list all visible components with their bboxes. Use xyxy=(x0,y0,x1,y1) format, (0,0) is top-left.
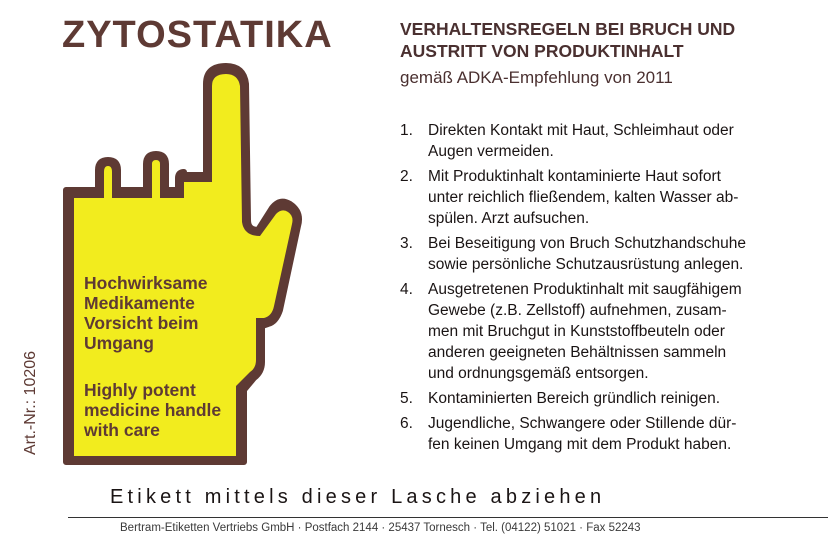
rule-line: Bei Beseitigung von Bruch Schutzhandschuhe xyxy=(428,235,746,252)
rule-item xyxy=(400,166,800,229)
english-warning-line: with care xyxy=(84,420,160,440)
rule-line: unter reichlich fließendem, kalten Wasser ab- xyxy=(428,189,739,206)
rule-item xyxy=(400,388,800,409)
rule-number: 2. xyxy=(400,168,413,185)
rule-item xyxy=(400,279,800,384)
rule-line: fen keinen Umgang mit dem Produkt haben. xyxy=(428,436,732,453)
rule-line: Mit Produktinhalt kontaminierte Haut sofort xyxy=(428,168,721,185)
rule-text xyxy=(428,166,800,229)
heading-line: VERHALTENSREGELN BEI BRUCH UND xyxy=(400,19,736,39)
rule-text xyxy=(428,279,800,384)
rule-line: Gewebe (z.B. Zellstoff) aufnehmen, zusam- xyxy=(428,302,727,319)
english-warning xyxy=(84,380,221,440)
rule-text xyxy=(428,233,800,275)
rule-number: 1. xyxy=(400,122,413,139)
english-warning-line: medicine handle xyxy=(84,400,222,420)
rule-item xyxy=(400,413,800,455)
rule-text xyxy=(428,388,800,409)
rule-line: Direkten Kontakt mit Haut, Schleimhaut oder xyxy=(428,122,734,139)
rules-list xyxy=(400,120,800,459)
instructions-header xyxy=(400,18,800,88)
rule-line: und ordnungsgemäß entsorgen. xyxy=(428,365,649,382)
rule-number: 4. xyxy=(400,281,413,298)
rule-line: spülen. Arzt aufsuchen. xyxy=(428,210,590,227)
rule-number: 5. xyxy=(400,390,413,407)
tab-divider xyxy=(68,517,828,518)
rule-text xyxy=(428,413,800,455)
german-warning-line: Vorsicht beim xyxy=(84,313,199,333)
german-warning-line: Hochwirksame xyxy=(84,273,208,293)
peel-tab-instruction[interactable]: Etikett mittels dieser Lasche abziehen xyxy=(110,486,606,508)
rule-line: men mit Bruchgut in Kunststoffbeuteln oder xyxy=(428,323,725,340)
company-footer: Bertram-Etiketten Vertriebs GmbH · Postfach 2144 · 25437 Tornesch · Tel. (04122) 51021 · Fax 52243 xyxy=(120,522,641,534)
english-warning-line: Highly potent xyxy=(84,380,196,400)
rule-number: 6. xyxy=(400,415,413,432)
rule-number: 3. xyxy=(400,235,413,252)
rule-line: sowie persönliche Schutzausrüstung anlegen. xyxy=(428,256,744,273)
german-warning-line: Medikamente xyxy=(84,293,195,313)
rule-line: anderen geeigneten Behältnissen sammeln xyxy=(428,344,727,361)
instructions-subheading: gemäß ADKA-Empfehlung von 2011 xyxy=(400,68,673,87)
rule-line: Augen vermeiden. xyxy=(428,143,554,160)
rule-item xyxy=(400,120,800,162)
instructions-heading xyxy=(400,18,800,62)
rule-item xyxy=(400,233,800,275)
brand-title: ZYTOSTATIKA xyxy=(62,14,333,56)
rule-line: Jugendliche, Schwangere oder Stillende dür- xyxy=(428,415,737,432)
german-warning-line: Umgang xyxy=(84,333,154,353)
german-warning xyxy=(84,273,208,353)
heading-line: AUSTRITT VON PRODUKTINHALT xyxy=(400,41,684,61)
rule-line: Kontaminierten Bereich gründlich reinigen. xyxy=(428,390,721,407)
article-number: Art.-Nr.: 10206 xyxy=(22,350,39,455)
rule-text xyxy=(428,120,800,162)
rule-line: Ausgetretenen Produktinhalt mit saugfähigem xyxy=(428,281,742,298)
